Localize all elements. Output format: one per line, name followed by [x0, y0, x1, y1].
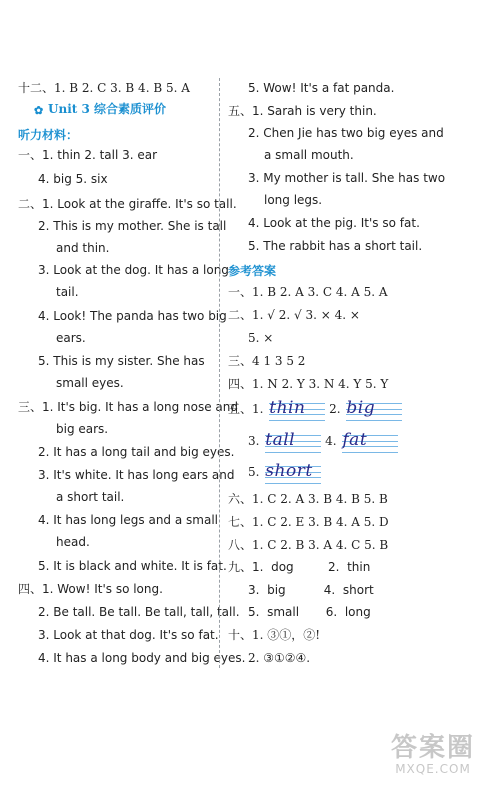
s2-line-3: and thin. — [56, 241, 110, 255]
answer-5-row-2 — [248, 430, 398, 453]
s3-line-1: 三、1. It's big. It has a long nose and — [18, 400, 239, 414]
answer-6: 六、1. C 2. A 3. B 4. B 5. B — [228, 492, 388, 506]
unit-title-text: Unit 3 综合素质评价 — [48, 102, 166, 116]
s5-line-2: 2. Chen Jie has two big eyes and — [248, 126, 444, 140]
s1-line-1: 一、1. thin 2. tall 3. ear — [18, 148, 158, 162]
s4-line-5: 5. Wow! It's a fat panda. — [248, 81, 395, 95]
column-divider — [219, 78, 220, 668]
s3-line-5: a short tail. — [56, 490, 125, 504]
handwriting-box-4 — [342, 431, 398, 453]
s2-line-4: 3. Look at the dog. It has a long — [38, 263, 229, 277]
s3-line-3: 2. It has a long tail and big eyes. — [38, 445, 235, 459]
s5-line-1: 五、1. Sarah is very thin. — [228, 104, 377, 118]
handwriting-box-5 — [265, 462, 321, 484]
flower-icon: ✿ — [34, 104, 44, 117]
handwriting-word-1: thin — [269, 397, 306, 418]
s3-line-6: 4. It has long legs and a small — [38, 513, 218, 527]
s4-line-1: 四、1. Wow! It's so long. — [18, 582, 163, 596]
answer-5-num-3: 3. — [248, 434, 260, 448]
answer-9-line-3: 5. small 6. long — [248, 605, 371, 619]
answer-2-line-1: 二、1. √ 2. √ 3. × 4. × — [228, 308, 360, 322]
listening-title: 听力材料： — [18, 128, 79, 142]
answer-5-num-4: 4. — [325, 434, 337, 448]
handwriting-word-4: fat — [342, 429, 368, 450]
handwriting-word-5: short — [265, 460, 313, 481]
answer-1: 一、1. B 2. A 3. C 4. A 5. A — [228, 285, 388, 299]
handwriting-word-2: big — [346, 397, 376, 418]
answer-2-line-2: 5. × — [248, 331, 274, 345]
answer-4: 四、1. N 2. Y 3. N 4. Y 5. Y — [228, 377, 389, 391]
s4-line-3: 3. Look at that dog. It's so fat. — [38, 628, 219, 642]
s2-line-2: 2. This is my mother. She is tall — [38, 219, 227, 233]
s2-line-5: tail. — [56, 285, 79, 299]
answer-5-num-1: 五、1. — [228, 402, 264, 416]
s3-line-2: big ears. — [56, 422, 109, 436]
s2-line-7: ears. — [56, 331, 86, 345]
answer-5-row-3 — [248, 461, 321, 484]
answer-5-row-1 — [228, 398, 402, 421]
s5-line-3: a small mouth. — [264, 148, 354, 162]
s1-line-2: 4. big 5. six — [38, 172, 108, 186]
s3-line-4: 3. It's white. It has long ears and — [38, 468, 235, 482]
s2-line-8: 5. This is my sister. She has — [38, 354, 205, 368]
s2-line-9: small eyes. — [56, 376, 124, 390]
handwriting-box-2 — [346, 399, 402, 421]
s5-line-4: 3. My mother is tall. She has two — [248, 171, 446, 185]
s4-line-4: 4. It has a long body and big eyes. — [38, 651, 246, 665]
answer-line-12: 十二、1. B 2. C 3. B 4. B 5. A — [18, 81, 190, 95]
s3-line-8: 5. It is black and white. It is fat. — [38, 559, 227, 573]
answer-9-line-2: 3. big 4. short — [248, 583, 374, 597]
s5-line-7: 5. The rabbit has a short tail. — [248, 239, 423, 253]
answer-8: 八、1. C 2. B 3. A 4. C 5. B — [228, 538, 389, 552]
handwriting-box-1 — [269, 399, 325, 421]
unit-title — [34, 100, 166, 117]
answer-5-num-5: 5. — [248, 465, 260, 479]
s5-line-6: 4. Look at the pig. It's so fat. — [248, 216, 420, 230]
s3-line-7: head. — [56, 535, 90, 549]
watermark-main: 答案圈 — [390, 733, 475, 763]
answer-3: 三、4 1 3 5 2 — [228, 354, 306, 368]
handwriting-box-3 — [265, 431, 321, 453]
s5-line-5: long legs. — [264, 193, 323, 207]
s4-line-2: 2. Be tall. Be tall. Be tall, tall, tall. — [38, 605, 240, 619]
answer-9-line-1: 九、1. dog 2. thin — [228, 560, 371, 574]
answers-title: 参考答案 — [228, 264, 277, 278]
s2-line-6: 4. Look! The panda has two big — [38, 309, 227, 323]
answer-5-num-2: 2. — [329, 402, 341, 416]
s2-line-1: 二、1. Look at the giraffe. It's so tall. — [18, 197, 237, 211]
watermark-sub: MXQE.COM — [395, 762, 471, 776]
answer-10-line-2: 2. ③①②④. — [248, 651, 311, 665]
answer-7: 七、1. C 2. E 3. B 4. A 5. D — [228, 515, 389, 529]
answer-10-line-1: 十、1. ③①，②! — [228, 628, 321, 642]
handwriting-word-3: tall — [265, 429, 296, 450]
watermark — [378, 734, 488, 780]
